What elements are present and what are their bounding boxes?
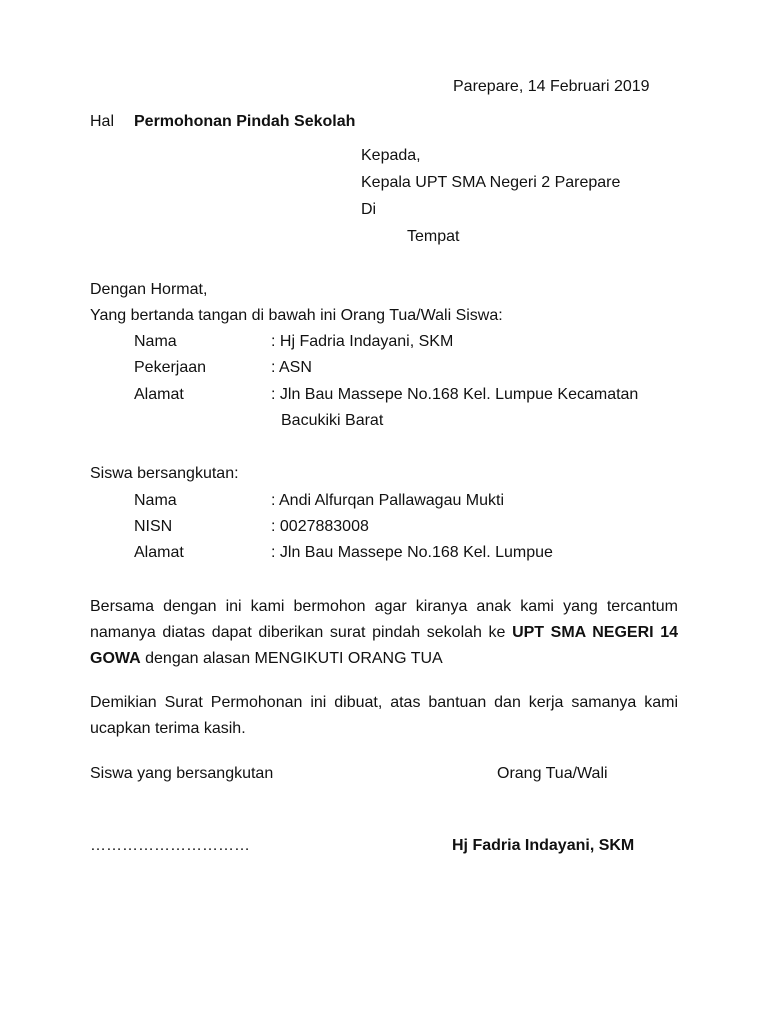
student-nisn-value: : 0027883008 (271, 518, 369, 535)
place-date: Parepare, 14 Februari 2019 (453, 78, 650, 95)
recipient-line-4: Tempat (407, 228, 460, 245)
greeting: Dengan Hormat, (90, 281, 208, 298)
recipient-line-2: Kepala UPT SMA Negeri 2 Parepare (361, 174, 621, 191)
parent-job-label: Pekerjaan (134, 359, 207, 376)
parent-name-value: : Hj Fadria Indayani, SKM (271, 333, 454, 350)
student-address-value: : Jln Bau Massepe No.168 Kel. Lumpue (271, 544, 553, 561)
signature-left-name: ………………………… (90, 837, 250, 854)
subject-title: Permohonan Pindah Sekolah (134, 113, 356, 130)
body-paragraph-1-reason: dengan alasan MENGIKUTI ORANG TUA (140, 650, 443, 667)
parent-address-value: : Jln Bau Massepe No.168 Kel. Lumpue Kecamatan (271, 386, 639, 403)
parent-address-label: Alamat (134, 386, 184, 403)
body-paragraph-1 (90, 594, 678, 672)
signature-right-name: Hj Fadria Indayani, SKM (452, 837, 635, 854)
body-paragraph-1-text: Bersama dengan ini kami bermohon agar kiranya anak kami yang tercantum namanya diatas dapat diberikan surat pindah sekolah ke (90, 598, 678, 641)
student-name-label: Nama (134, 492, 177, 509)
student-name-value: : Andi Alfurqan Pallawagau Mukti (271, 492, 505, 509)
body-paragraph-2: Demikian Surat Permohonan ini dibuat, atas bantuan dan kerja samanya kami ucapkan terima kasih. (90, 694, 678, 737)
student-heading: Siswa bersangkutan: (90, 465, 239, 482)
subject-label: Hal (90, 113, 115, 130)
parent-name-label: Nama (134, 333, 177, 350)
parent-job-value: : ASN (271, 359, 312, 376)
destination-school: UPT SMA NEGERI 14 GOWA (90, 624, 679, 667)
signature-right-label: Orang Tua/Wali (497, 765, 608, 782)
recipient-line-3: Di (361, 201, 377, 218)
recipient-line-1: Kepada, (361, 147, 421, 164)
student-nisn-label: NISN (134, 518, 173, 535)
intro-text: Yang bertanda tangan di bawah ini Orang Tua/Wali Siswa: (90, 307, 503, 324)
student-address-label: Alamat (134, 544, 184, 561)
signature-left-label: Siswa yang bersangkutan (90, 765, 274, 782)
parent-address-value-2: Bacukiki Barat (281, 412, 384, 429)
